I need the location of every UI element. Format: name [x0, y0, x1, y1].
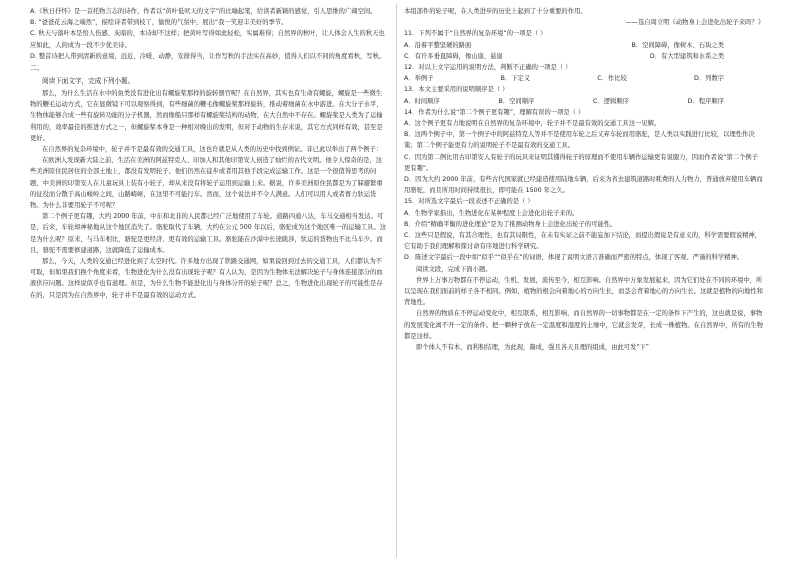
q14-option-d: D．因为大约 2000 年前，有些古代国家就已经建造使用陆地车辆，后来为省去建筑道路时耗费的人力物力，普通放弃使用车辆而用骆驼，而且所用时间持续很长，即可能在 1500 年之久。 — [404, 176, 763, 195]
reading-instruction: 阅读下面文字，完成下列小题。 — [42, 77, 135, 86]
right-column — [404, 6, 764, 353]
q12-option-c: C．作比较 — [597, 75, 627, 83]
option-a-prev: A.《秋日抒怀》是一首托物言志的诗作，作者以“黄叶低吠天的文字”的比喻起笔，给读者新颖的感觉，引人思维的广阔空间。 — [30, 8, 377, 15]
q13-option-c: C．逻辑顺序 — [593, 97, 629, 105]
question-12-stem: 12．对以上文字运用的说明方法，判断不正确的一项是（ ） — [404, 64, 572, 72]
question-11-options — [404, 40, 764, 51]
left-column — [30, 6, 388, 301]
passage-paragraph: 那么，为什么生活在水中的鱼类没有进化出有螺旋桨那样的旋转器官呢？在自然界，其实也有生命有螺旋，螺旋是一些微生物的鞭毛运动方式，它在显微镜下可以观察得到，有些细菌的鞭毛像螺旋桨那样旋转，推动着细菌在水中游进。在大分子水平，生物体能够合成一些有旋转功能的分子机器，然而像船只那样有螺旋桨结构的动物，在大自然中不存在。螺旋桨是人类为了运输利用的，效率最佳的推进方式之一，但螺旋桨本身是一种相对晚出的发明，但对于动物的生存来说，其它方式同样有效，甚至是更好。 — [30, 90, 383, 142]
passage-paragraph: 在欧洲人发现新大陆之前，生活在美洲的阿兹特克人、印加人和其他印第安人创造了灿烂的古代文明。他令人惊奇的是，这些美洲原住民居住的全部土地上，都没有发明轮子。他们仍然在徒步或者用其他手段完成运输工作。这是一个很值得思考的问题，中美洲的印第安人在儿童玩具上装有小轮子，却从来没有将轮子运用到运输上来。据说，许多美洲原住民都是为了躲避繁重的征役而分散于高山峻岭之间，山路崎岖，在这里不可能行车。然而，这个说法并不令人满意。人们可以用人或者畜力驮运货物。为什么非要用轮子不可呢？ — [30, 157, 383, 210]
passage2-paragraph: 自然界的物质在不停运动变化中，相互联系，相互影响，而自然界的一切事物都是在一定的条件下产生的，这也就是说，事物的发展变化离不开一定的条件。把一颗种子放在一定温度和湿度的土壤中，它就会发芽，长成一株植物。在自然界中，所有的生物都是这样。 — [404, 310, 763, 340]
question-12-options — [404, 73, 764, 84]
q14-option-b: B．这两个例子中，第一个例子中的阿兹特克人等并不是使用车轮之后又弃车轮而用骆驼，是人类以实践进行比较，以理性作决策；第二个例子能更有力的说明轮子不是最有效的交通工具。 — [404, 131, 755, 150]
passage-citation: ——选自周立明《动物身上会进化出轮子来吗？》 — [625, 19, 764, 27]
q11-option-c: C．有许多垂直障碍，像山崖、悬崖 — [404, 52, 503, 60]
q12-option-d: D．列数字 — [693, 75, 724, 83]
passage-paragraph: 第二个例子更有趣，大约 2000 年前，中东和北非的人民都已经广泛地使用了车轮。道路四通八达，车马交通相当发达。可是，后来，车轮却神秘地从这个地区消失了。骆驼取代了车辆，大约在公元 500 年以后，骆驼成为这个地区唯一的运输工具。这是为什么呢？原来，与马车相比，骆驼是更经济、更有效的运输工具。骆驼能在沙漠中长途跋涉，驮运的货物也不比马车少。而且，骆驼不需要修建道路，这就降低了运输成本。 — [30, 213, 387, 254]
option-b-prev: B. “爸爸花云海之端然”，描绘诗者带到枝丫，愉悦的气氛中，展出“我一笑迎丰美好的季节。 — [30, 19, 288, 27]
section-number: 二、 — [30, 64, 44, 73]
passage-paragraph: 那么，今天，人类的交通已经进化到了太空时代。许多地方出现了铁路交通网，如果说回到过去的交通工具，人们都认为不可取，但如果我们换个角度来看，生物进化为什么没有出现轮子呢？有人认为，是因为生物体无法解决轮子与身体连接部分的血液供应问题。这样说似乎也有道理。但是，为什么生物不能进化出与身体分开的轮子呢？总之，生物进化出现轮子的可能性是存在的，只是因为在自然界中，轮子并不是最有效的运动方式。 — [30, 258, 383, 299]
question-13-stem: 13．本文主要采用的说明顺序是（ ） — [404, 86, 509, 94]
question-13-options — [404, 96, 764, 107]
passage2-paragraph: 世界上万事万物都在不停运动，生机、发展，流传至今，相互影响。自然界中万象发展起来，因为它们处在不同的环境中，所以呈现在我们面前的样子各不相同。例如，植物的根会向着地心的方向生长，而茎会背着地心的方向生长。这就是植物的向地性和背地性。 — [404, 276, 763, 307]
q14-option-c: C．因为第二例比用古印第安人有轮子的玩具来证明其懂得轮子的原理而不使用车辆作运输更有说服力，因而作者说“第二个例子更有趣”。 — [404, 153, 758, 172]
reading-instruction-2: 阅读文段，完成下面小题。 — [416, 265, 492, 273]
q11-option-d: D．有大型建筑和水系之类 — [649, 52, 724, 60]
q14-option-a: A．这个例子更有力地说明在自然界的复杂环境中，轮子并不是最有效的交通工具这一见解。 — [404, 120, 661, 128]
q13-option-b: B．空间顺序 — [498, 97, 535, 105]
q15-option-d: D．陈述文字最后一段中如“似乎”“似乎在”的词语，体现了说明文语言准确而严密的特点，体现了客观、严谨的科学精神。 — [404, 254, 744, 262]
column-divider — [396, 4, 397, 558]
q15-option-c: C．这些只是假说，有其合理性，也有其局限性，在未有实证之前不能妄加下结论，而提出假说是有意义的，科学需要假说精神，它有助于我们理解和探讨命有序地进行科学研究。 — [404, 232, 762, 251]
q11-option-b: B．空间障碍，像树木、石块之类 — [631, 41, 724, 49]
q13-option-a: A．时间顺序 — [404, 97, 440, 105]
option-d-prev: D. 整首诗把人带到清新的意境，远近、冷暖、动静，安排得当，让作写秋的手法实在高妙，值得人们以不同的角度看秋，写秋。 — [30, 52, 386, 60]
question-11-stem: 11．下列不属于“自然界的复杂环境”的一项是（ ） — [404, 30, 547, 38]
question-14-stem: 14．作者为什么说“第二个例子更有趣”，理解有误的一项是（ ） — [404, 108, 585, 116]
q15-option-b: B．介绍“精确平衡的进化理论”是为了推测动物身上会进化出轮子的可能性。 — [404, 220, 617, 228]
question-15-stem: 15．对所选文字最后一段表述不正确的是（ ） — [404, 198, 534, 206]
option-c-prev: C. 秋天与落叶本是恰人伤感、灰暗的，本诗却不这样；把黄叶写得如此轻松，实属难得；自然界的秋叶，让人体会人生的秋天也应如此，人的成为一段不少优美诗。 — [30, 30, 385, 49]
passage2-paragraph: 即个体人不有本，而利积结理，为此现，凝成，强且各天且理的组成，由此可发"下” — [416, 344, 649, 352]
q12-option-b: B．下定义 — [500, 75, 531, 83]
q13-option-d: D．程序顺序 — [687, 97, 724, 105]
passage-end: 本组部件的轮子呢，在人类进步的历史上起到了十分重要的作用。 — [404, 8, 587, 15]
passage-paragraph: 在自然界的复杂环境中，轮子并不是最有效的交通工具，这也许就是从人类的历史中找到例证。非已此以举出了两个例子： — [42, 146, 383, 154]
q15-option-a: A．生物学家指出，生物进化在某种程度上会进化出轮子来的。 — [404, 209, 579, 217]
question-11-options-2 — [404, 51, 764, 62]
q11-option-a: A．沿着平整坚硬的路面 — [404, 41, 472, 49]
q12-option-a: A．举例子 — [404, 75, 434, 83]
